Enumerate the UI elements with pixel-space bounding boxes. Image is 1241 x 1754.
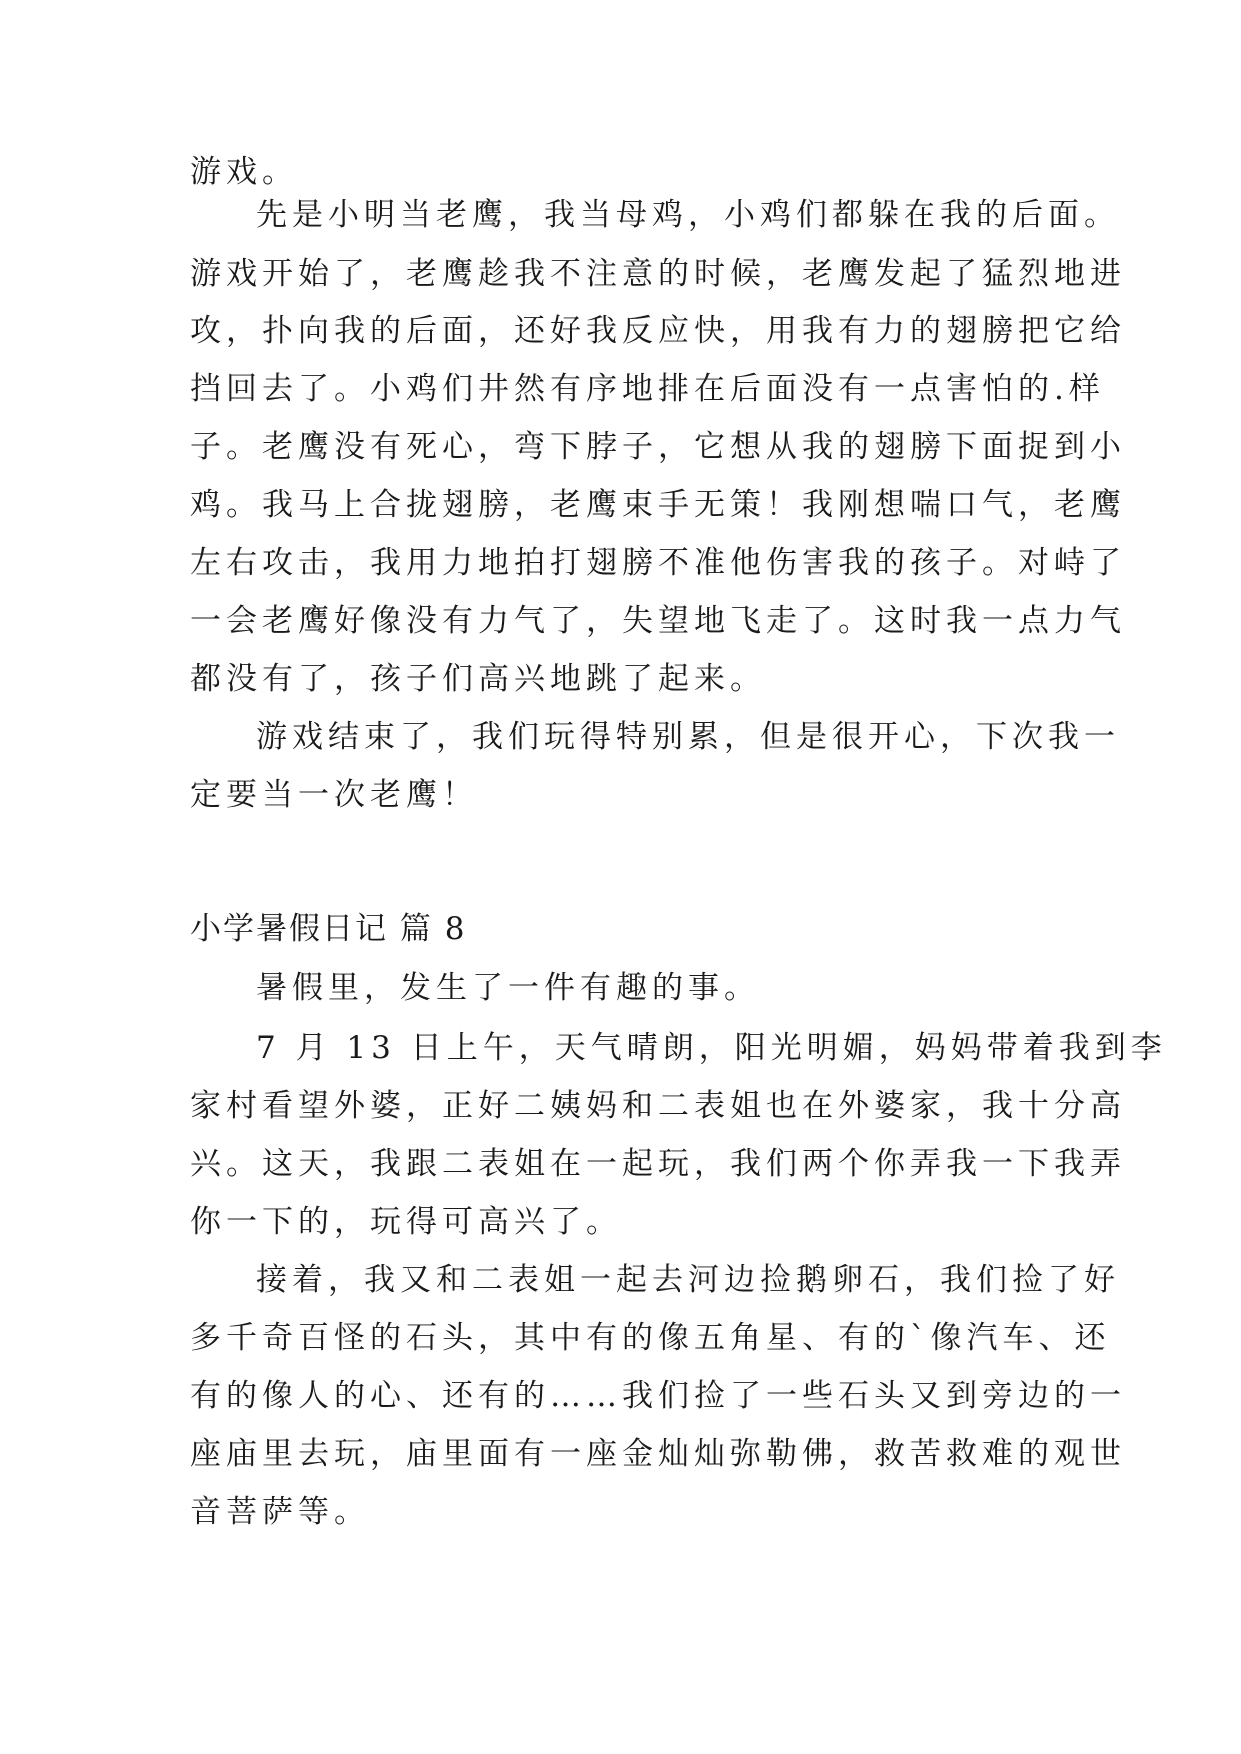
paragraph-line: 左右攻击，我用力地拍打翅膀不准他伤害我的孩子。对峙了: [190, 545, 1126, 581]
paragraph-line: 家村看望外婆，正好二姨妈和二表姐也在外婆家，我十分高: [190, 1088, 1126, 1124]
paragraph-line: 接着，我又和二表姐一起去河边捡鹅卵石，我们捡了好: [256, 1262, 1120, 1298]
paragraph-line: 暑假里，发生了一件有趣的事。: [256, 970, 760, 1006]
paragraph-line: 一会老鹰好像没有力气了，失望地飞走了。这时我一点力气: [190, 603, 1126, 639]
paragraph-line: 都没有了，孩子们高兴地跳了起来。: [190, 661, 766, 697]
paragraph-line: 挡回去了。小鸡们井然有序地排在后面没有一点害怕的.样: [190, 371, 1105, 407]
paragraph-line: 游戏。: [190, 154, 298, 190]
section-heading: 小学暑假日记 篇 8: [190, 911, 467, 947]
paragraph-line: 座庙里去玩，庙里面有一座金灿灿弥勒佛，救苦救难的观世: [190, 1436, 1126, 1472]
paragraph-line: 7 月 13 日上午，天气晴朗，阳光明媚，妈妈带着我到李: [256, 1030, 1167, 1066]
paragraph-line: 你一下的，玩得可高兴了。: [190, 1204, 622, 1240]
paragraph-line: 子。老鹰没有死心，弯下脖子，它想从我的翅膀下面捉到小: [190, 429, 1126, 465]
paragraph-line: 多千奇百怪的石头，其中有的像五角星、有的`像汽车、还: [190, 1320, 1111, 1356]
paragraph-line: 攻，扑向我的后面，还好我反应快，用我有力的翅膀把它给: [190, 313, 1126, 349]
paragraph-line: 有的像人的心、还有的……我们捡了一些石头又到旁边的一: [190, 1378, 1126, 1414]
paragraph-line: 兴。这天，我跟二表姐在一起玩，我们两个你弄我一下我弄: [190, 1146, 1126, 1182]
paragraph-line: 定要当一次老鹰！: [190, 777, 478, 813]
paragraph-line: 游戏开始了，老鹰趁我不注意的时候，老鹰发起了猛烈地进: [190, 256, 1126, 292]
paragraph-line: 音菩萨等。: [190, 1494, 370, 1530]
paragraph-line: 鸡。我马上合拢翅膀，老鹰束手无策！我刚想喘口气，老鹰: [190, 487, 1126, 523]
paragraph-line: 游戏结束了，我们玩得特别累，但是很开心，下次我一: [256, 719, 1120, 755]
paragraph-line: 先是小明当老鹰，我当母鸡，小鸡们都躲在我的后面。: [256, 197, 1120, 233]
